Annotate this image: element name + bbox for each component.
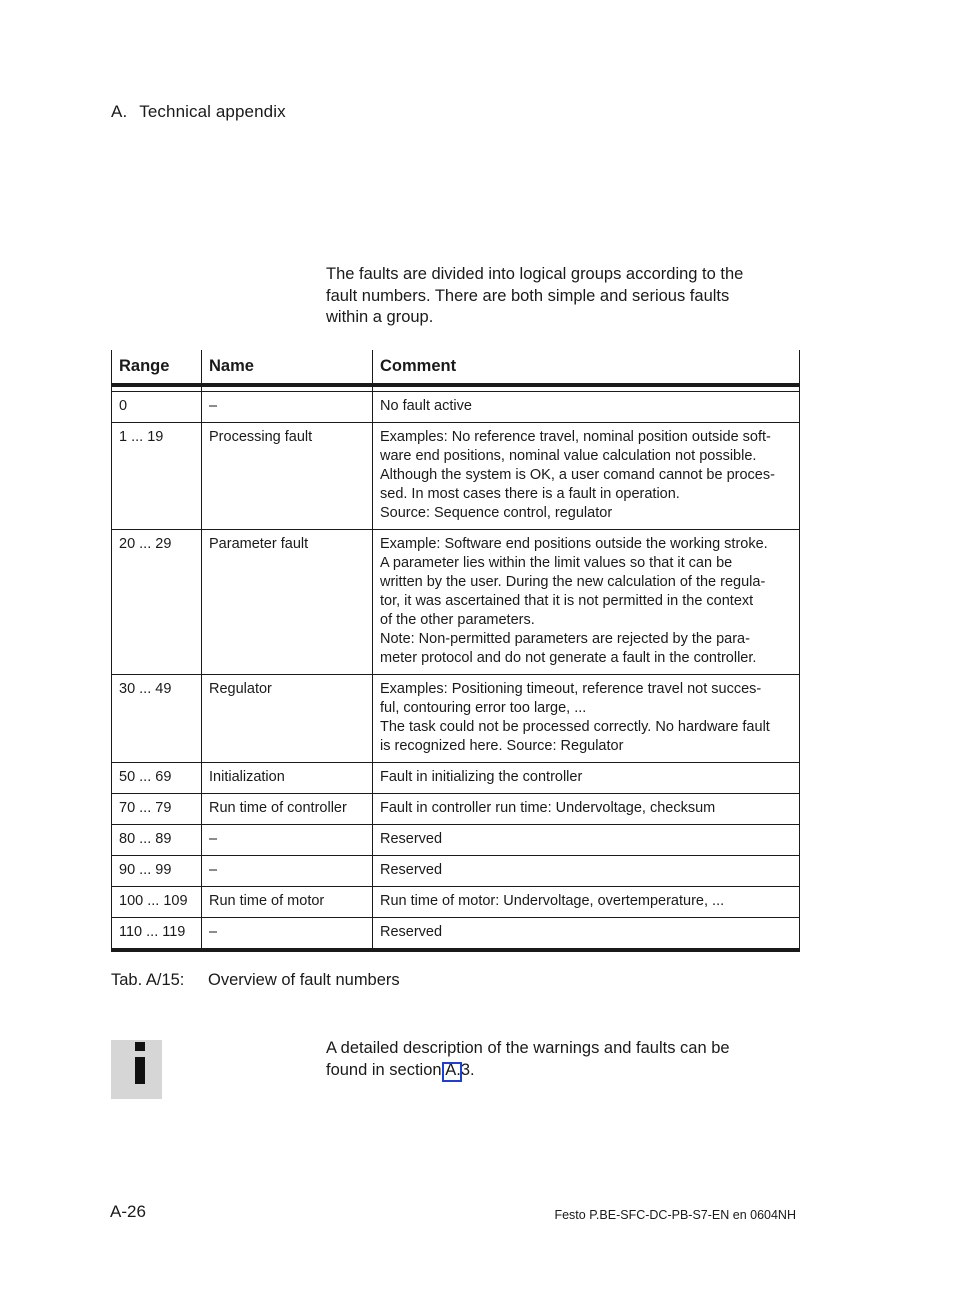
range-cell: 70 ... 79 <box>112 794 202 825</box>
comment-line: Reserved <box>380 862 443 878</box>
comment-line: is recognized here. Source: Regulator <box>380 738 624 754</box>
table-caption <box>111 971 400 990</box>
comment-cell <box>373 530 800 675</box>
info-line: found in section A.3. <box>326 1060 475 1079</box>
comment-cell <box>373 392 800 423</box>
table-row <box>112 887 800 918</box>
comment-cell <box>373 887 800 918</box>
section-reference-link[interactable] <box>442 1062 462 1082</box>
info-line: A detailed description of the warnings and faults can be <box>326 1039 730 1057</box>
comment-line: No fault active <box>380 398 472 414</box>
table-row <box>112 675 800 763</box>
range-cell: 20 ... 29 <box>112 530 202 675</box>
name-cell: – <box>202 392 373 423</box>
comment-line: tor, it was ascertained that it is not permitted in the context <box>380 593 754 609</box>
comment-line: The task could not be processed correctly. No hardware fault <box>380 719 770 735</box>
comment-line: written by the user. During the new calculation of the regula- <box>380 574 766 590</box>
comment-line: Source: Sequence control, regulator <box>380 505 613 521</box>
comment-line: Note: Non-permitted parameters are rejected by the para- <box>380 631 750 647</box>
table-row <box>112 530 800 675</box>
table-header-row <box>112 350 800 385</box>
comment-line: Although the system is OK, a user comand cannot be proces- <box>380 467 775 483</box>
intro-paragraph <box>326 264 786 329</box>
comment-line: Reserved <box>380 831 443 847</box>
section-title: Technical appendix <box>139 102 286 121</box>
range-cell: 90 ... 99 <box>112 856 202 887</box>
intro-line: fault numbers. There are both simple and serious faults <box>326 286 730 305</box>
comment-cell <box>373 918 800 951</box>
table-row <box>112 423 800 530</box>
section-header <box>111 102 286 122</box>
document-footer: Festo P.BE-SFC-DC-PB-S7-EN en 0604NH <box>554 1208 796 1222</box>
comment-cell <box>373 763 800 794</box>
range-cell: 80 ... 89 <box>112 825 202 856</box>
comment-line: Examples: No reference travel, nominal position outside soft- <box>380 429 771 445</box>
name-cell: Processing fault <box>202 423 373 530</box>
intro-line: The faults are divided into logical groups according to the <box>326 265 744 283</box>
comment-line: Examples: Positioning timeout, reference travel not succes- <box>380 681 762 697</box>
column-header-range: Range <box>112 350 202 385</box>
section-number: A. <box>111 102 128 121</box>
comment-line: A parameter lies within the limit values so that it can be <box>380 555 733 571</box>
name-cell: – <box>202 856 373 887</box>
comment-line: Fault in initializing the controller <box>380 769 583 785</box>
comment-line: ful, contouring error too large, ... <box>380 700 587 716</box>
page-number: A-26 <box>110 1202 146 1221</box>
comment-cell <box>373 825 800 856</box>
comment-cell <box>373 794 800 825</box>
comment-line: Run time of motor: Undervoltage, overtemperature, ... <box>380 893 725 909</box>
column-header-name: Name <box>202 350 373 385</box>
range-cell: 30 ... 49 <box>112 675 202 763</box>
name-cell: – <box>202 918 373 951</box>
table-row <box>112 794 800 825</box>
name-cell: – <box>202 825 373 856</box>
info-icon-stem <box>135 1057 145 1084</box>
column-header-comment: Comment <box>373 350 800 385</box>
comment-line: ware end positions, nominal value calculation not possible. <box>380 448 757 464</box>
caption-text: Overview of fault numbers <box>208 971 400 989</box>
table-row <box>112 856 800 887</box>
name-cell: Run time of motor <box>202 887 373 918</box>
comment-line: of the other parameters. <box>380 612 535 628</box>
range-cell: 50 ... 69 <box>112 763 202 794</box>
range-cell: 100 ... 109 <box>112 887 202 918</box>
comment-cell <box>373 423 800 530</box>
name-cell: Initialization <box>202 763 373 794</box>
comment-line: Fault in controller run time: Undervoltage, checksum <box>380 800 716 816</box>
comment-line: meter protocol and do not generate a fault in the controller. <box>380 650 757 666</box>
info-icon-dot <box>135 1042 145 1051</box>
intro-line: within a group. <box>326 308 434 327</box>
range-cell: 110 ... 119 <box>112 918 202 951</box>
name-cell: Regulator <box>202 675 373 763</box>
table-row <box>112 918 800 951</box>
table-row <box>112 825 800 856</box>
table-row <box>112 763 800 794</box>
table-row <box>112 392 800 423</box>
info-note <box>326 1038 786 1081</box>
name-cell: Run time of controller <box>202 794 373 825</box>
comment-line: Example: Software end positions outside the working stroke. <box>380 536 768 552</box>
comment-cell <box>373 675 800 763</box>
name-cell: Parameter fault <box>202 530 373 675</box>
caption-label: Tab. A/15: <box>111 971 185 989</box>
range-cell: 0 <box>112 392 202 423</box>
info-icon <box>111 1040 162 1099</box>
comment-line: Reserved <box>380 924 443 940</box>
comment-cell <box>373 856 800 887</box>
range-cell: 1 ... 19 <box>112 423 202 530</box>
comment-line: sed. In most cases there is a fault in operation. <box>380 486 680 502</box>
fault-numbers-table <box>111 350 800 952</box>
